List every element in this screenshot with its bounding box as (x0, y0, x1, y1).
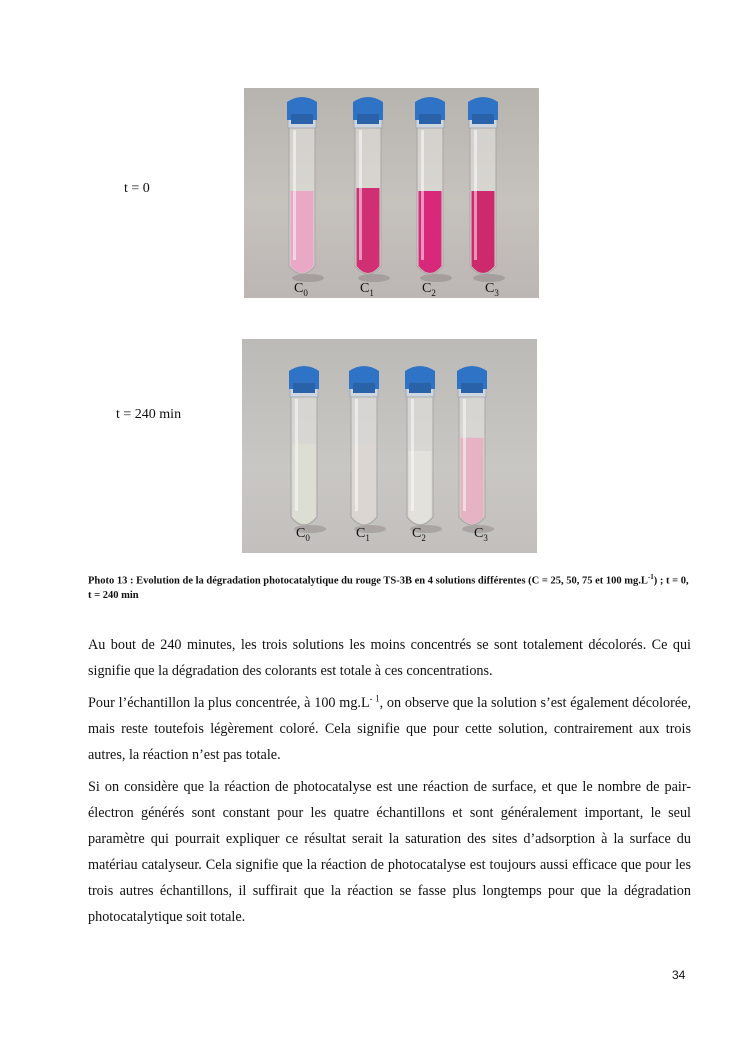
test-tubes-photo-t0 (244, 88, 539, 298)
test-tube-c2 (405, 366, 442, 533)
caption-text-end: ) ; t = 0, t = 240 min (88, 575, 689, 601)
time-label-t240: t = 240 min (116, 407, 182, 422)
time-label-t0: t = 0 (124, 181, 150, 196)
tube-label-c3: $C_3$ (485, 281, 499, 298)
tube-label-c2: $C_2$ (422, 281, 436, 298)
tube-label-c3: $C_3$ (474, 526, 488, 543)
page-number: 34 (672, 968, 686, 982)
test-tube-c0 (287, 97, 324, 282)
test-tube-c0 (289, 366, 326, 533)
tubes-illustration-t240 (242, 339, 537, 553)
tube-label-c1: $C_1$ (356, 526, 370, 543)
paragraph-3: Si on considère que la réaction de photocatalyse est une réaction de surface, et que le nombre de pair-électron générés sont constant pour les quatre échantillons et sont généralement important, le seul paramètre qui pourrait expliquer ce résultat serait la saturation des sites d’adsorption à la surface du matériau catalyseur. Cela signifie que la réaction de photocatalyse est toujours aussi efficace que pour les trois autres échantillons, il suffirait que la réaction se fasse plus longtemps pour que la dégradation photocatalytique soit totale. (88, 779, 691, 925)
paragraph-2 (88, 690, 691, 768)
figure-caption (88, 570, 692, 603)
paragraph-2-start: Pour l’échantillon la plus concentrée, à 100 mg.L (88, 695, 370, 711)
paragraph-1: Au bout de 240 minutes, les trois solutions les moins concentrés se sont totalement décolorés. Ce qui signifie que la dégradation des colorants est totale à ces concentrations. (88, 637, 691, 679)
test-tube-c2 (415, 97, 452, 282)
tube-label-c0: $C_0$ (294, 281, 308, 298)
caption-superscript: -1 (647, 573, 654, 581)
paragraph-2-end: , on observe que la solution s’est également décolorée, mais reste toutefois légèrement coloré. Cela signifie que pour cette solution, contrairement aux trois autres, la réaction n’est pas totale. (88, 695, 691, 763)
test-tube-c3 (457, 366, 494, 533)
paragraph-2-superscript: - 1 (369, 693, 380, 704)
tube-label-c0: $C_0$ (296, 526, 310, 543)
tubes-illustration-t0 (244, 88, 539, 298)
tube-label-c2: $C_2$ (412, 526, 426, 543)
caption-text: Photo 13 : Evolution de la dégradation photocatalytique du rouge TS-3B en 4 solutions différentes (C = 25, 50, 75 et 100 mg.L (88, 575, 648, 587)
tube-label-c1: $C_1$ (360, 281, 374, 298)
test-tubes-photo-t240 (242, 339, 537, 553)
test-tube-c1 (353, 97, 390, 282)
test-tube-c1 (349, 366, 386, 533)
test-tube-c3 (468, 97, 505, 282)
